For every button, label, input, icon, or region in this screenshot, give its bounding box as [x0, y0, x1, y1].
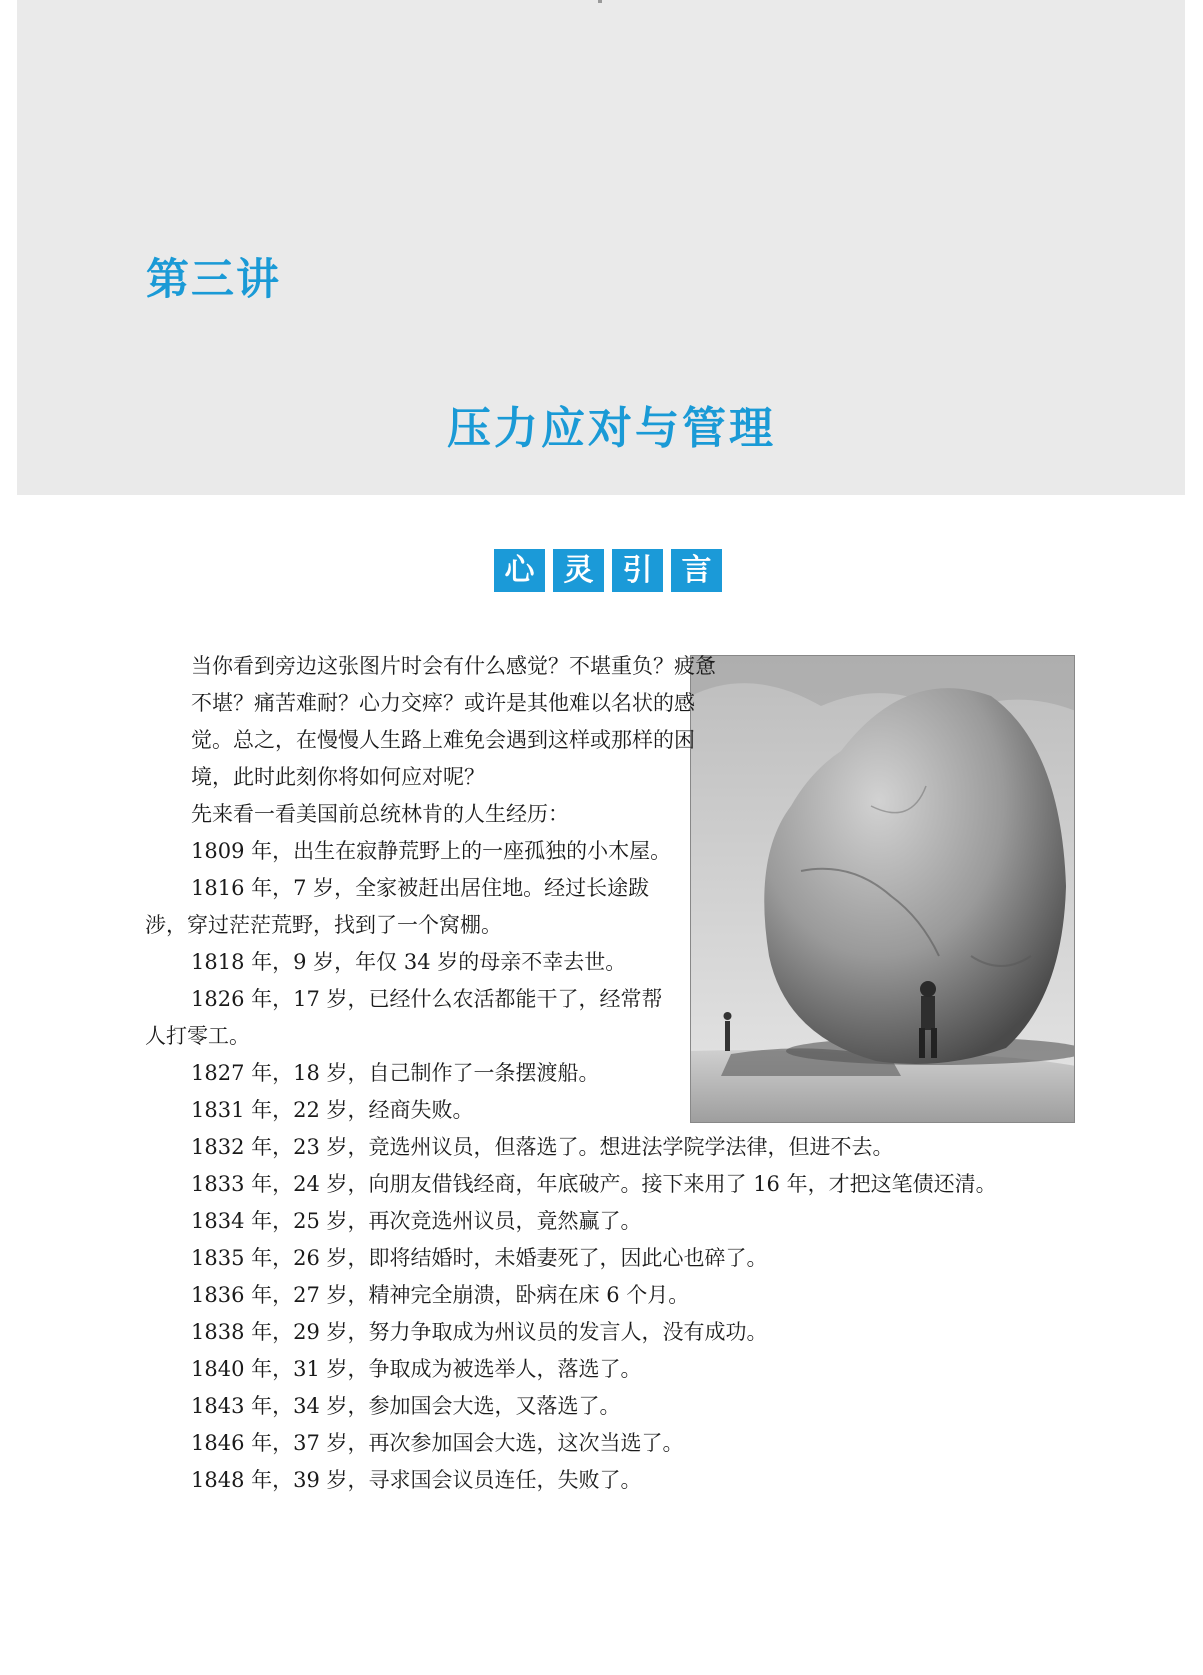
timeline-entry: 1818 年，9 岁，年仅 34 岁的母亲不幸去世。 [191, 950, 627, 974]
timeline-entry: 1840 年，31 岁，争取成为被选举人，落选了。 [191, 1357, 642, 1381]
timeline-entry: 1826 年，17 岁，已经什么农活都能干了，经常帮人打零工。 [145, 987, 663, 1048]
timeline-entry: 1848 年，39 岁，寻求国会议员连任，失败了。 [191, 1468, 642, 1492]
timeline-entry: 1846 年，37 岁，再次参加国会大选，这次当选了。 [191, 1431, 684, 1455]
timeline-entry: 1833 年，24 岁，向朋友借钱经商，年底破产。接下来用了 16 年，才把这笔债还清。 [191, 1172, 997, 1196]
timeline-entry: 1827 年，18 岁，自己制作了一条摆渡船。 [191, 1061, 600, 1085]
timeline-entry: 1832 年，23 岁，竞选州议员，但落选了。想进法学院学法律，但进不去。 [191, 1135, 894, 1159]
section-heading-char: 言 [671, 549, 722, 592]
lecture-number: 第三讲 [146, 255, 281, 305]
timeline-entry: 1831 年，22 岁，经商失败。 [191, 1098, 474, 1122]
timeline-entry: 1835 年，26 岁，即将结婚时，未婚妻死了，因此心也碎了。 [191, 1246, 768, 1270]
timeline-entry: 1838 年，29 岁，努力争取成为州议员的发言人，没有成功。 [191, 1320, 768, 1344]
timeline-entry: 1843 年，34 岁，参加国会大选，又落选了。 [191, 1394, 621, 1418]
section-heading-char: 引 [612, 549, 663, 592]
timeline-entry: 1836 年，27 岁，精神完全崩溃，卧病在床 6 个月。 [191, 1283, 690, 1307]
timeline-entry: 1809 年，出生在寂静荒野上的一座孤独的小木屋。 [191, 839, 672, 863]
section-heading-char: 灵 [553, 549, 604, 592]
intro-paragraph: 当你看到旁边这张图片时会有什么感觉？不堪重负？疲惫不堪？痛苦难耐？心力交瘁？或许是其他难以名状的感觉。总之，在慢慢人生路上难免会遇到这样或那样的困境，此时此刻你将如何应对呢？ [191, 654, 716, 789]
chapter-title: 压力应对与管理 [447, 403, 776, 454]
section-heading-char: 心 [494, 549, 545, 592]
body-text [145, 648, 1105, 1499]
timeline-entry: 1816 年，7 岁，全家被赶出居住地。经过长途跋涉，穿过茫茫荒野，找到了一个窝棚。 [145, 876, 650, 937]
intro-paragraph: 先来看一看美国前总统林肯的人生经历： [191, 802, 569, 826]
section-heading [494, 549, 722, 592]
page-top-mark [598, 0, 602, 3]
timeline-entry: 1834 年，25 岁，再次竞选州议员，竟然赢了。 [191, 1209, 642, 1233]
